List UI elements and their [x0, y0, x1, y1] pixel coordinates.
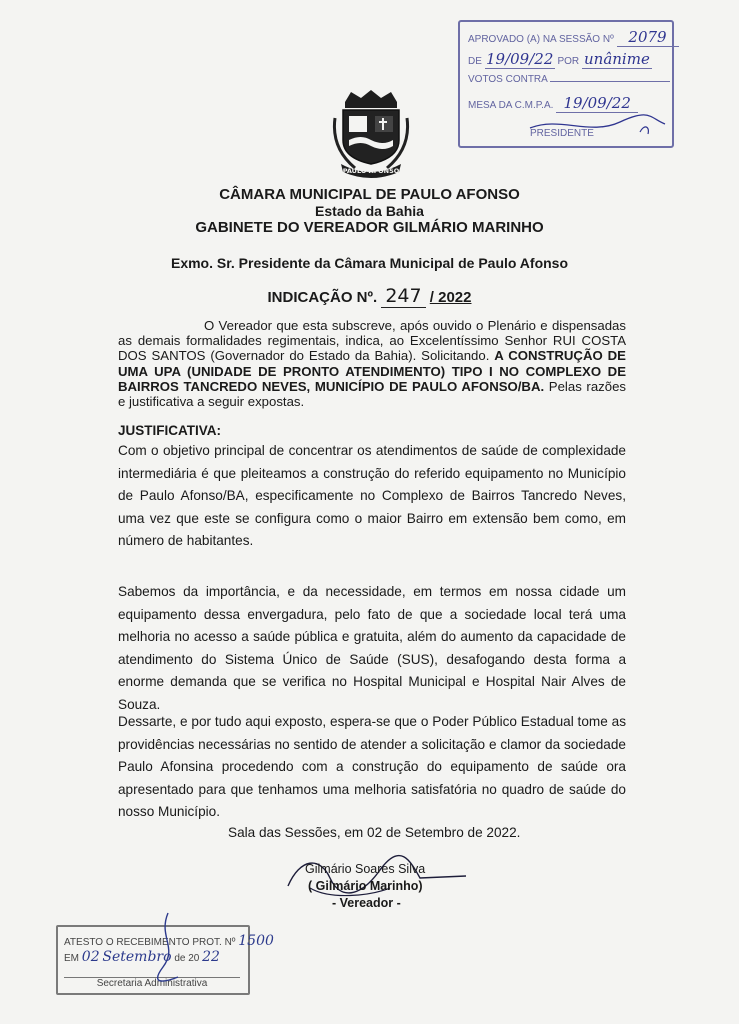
receipt-em-label: EM	[64, 953, 79, 964]
indicacao-label: INDICAÇÃO Nº.	[267, 289, 378, 306]
crest-ribbon-text: PAULO AFONSO	[342, 167, 400, 175]
receipt-protocol-number: 1500	[238, 933, 274, 949]
closing-date-line: Sala das Sessões, em 02 de Setembro de 2022.	[228, 825, 521, 840]
stamp-date: 19/09/22	[486, 50, 554, 68]
intro-text: O Vereador que esta subscreve, após ouvido o Plenário e dispensadas as demais formalidades regimentais, indica, ao Excelentíssimo Senhor RUI COSTA DOS SANTOS (Governador do Estado da Bahia). Solicitando.	[118, 318, 626, 364]
stamp-mesa-date: 19/09/22	[556, 94, 638, 113]
stamp-presidente-label: PRESIDENTE	[530, 128, 594, 139]
stamp-votes-row	[468, 74, 670, 85]
stamp-mesa-label: MESA DA C.M.P.A.	[468, 100, 554, 111]
signatory-alias: ( Gilmário Marinho)	[308, 879, 423, 893]
stamp-vote-result: unânime	[582, 50, 652, 69]
receipt-stamp	[56, 925, 274, 995]
receipt-protocol-label: ATESTO O RECEBIMENTO PROT. Nº	[64, 937, 236, 948]
stamp-por-label: POR	[557, 56, 580, 67]
intro-request: A CONSTRUÇÃO DE UMA UPA (UNIDADE DE PRONTO ATENDIMENTO) TIPO I NO COMPLEXO DE BAIRROS TANCREDO NEVES, MUNICÍPIO DE PAULO AFONSO/BA.	[118, 348, 626, 394]
receipt-secretary-row	[64, 977, 240, 989]
stamp-session-row	[468, 28, 679, 47]
stamp-mesa-row	[468, 94, 638, 113]
indicacao-year: / 2022	[429, 289, 472, 306]
receipt-month: Setembro	[102, 949, 172, 965]
receipt-year: 22	[202, 949, 220, 965]
state-subtitle: Estado da Bahia	[315, 203, 424, 219]
indicacao-number: 247	[381, 285, 425, 308]
justification-paragraph-2: Sabemos da importância, e da necessidade, em termos em nossa cidade um equipamento dessa envergadura, pelo fato de que a sociedade local terá uma melhoria no acesso a saúde pública e gratuita, além do aumento da capacidade de atendimento do Sistema Único de Saúde (SUS), desafogando desta forma a enorme demanda que se verifica no Hospital Municipal e Hospital Nair Alves de Souza.	[118, 584, 626, 712]
receipt-secretary-label: Secretaria Administrativa	[96, 978, 208, 989]
stamp-session-number: 2079	[617, 28, 679, 47]
stamp-date-row	[468, 50, 652, 69]
justification-title: JUSTIFICATIVA:	[118, 423, 221, 438]
receipt-year-prefix: de 20	[174, 953, 200, 964]
receipt-date-row	[64, 949, 220, 965]
justification-paragraph-3: Dessarte, e por tudo aqui exposto, espera-se que o Poder Público Estadual tome as providências necessárias no sentido de atender a solicitação e clamor da sociedade Paulo Afonsina procedendo com a construção do equipamento de saúde ora apresentado para que tenhamos uma melhoria satisfatória no quadro de saúde do nosso Município.	[118, 714, 626, 819]
intro-paragraph	[118, 318, 626, 409]
office-title: GABINETE DO VEREADOR GILMÁRIO MARINHO	[195, 219, 544, 236]
receipt-protocol-row	[64, 933, 274, 949]
stamp-de-label: DE	[468, 56, 482, 67]
justification-paragraph-1: Com o objetivo principal de concentrar os atendimentos de saúde de complexidade intermediária é que pleiteamos a construção do referido equipamento no Município de Paulo Afonso/BA, especificamente no Complexo de Bairros Tancredo Neves, uma vez que este se configura como o maior Bairro em extensão bem como, em número de habitantes.	[118, 443, 626, 548]
approval-stamp	[458, 20, 674, 148]
addressee: Exmo. Sr. Presidente da Câmara Municipal de Paulo Afonso	[170, 255, 569, 271]
stamp-votes-label: VOTOS CONTRA	[468, 74, 548, 85]
coat-of-arms-icon	[331, 88, 411, 178]
stamp-presidente-row	[530, 128, 594, 139]
stamp-session-label: APROVADO (A) NA SESSÃO Nº	[468, 34, 614, 45]
intro-tail: Pelas razões e justificativa a seguir expostas.	[118, 378, 627, 410]
indicacao-heading	[0, 285, 739, 308]
signatory-role: - Vereador -	[332, 896, 401, 910]
chamber-title: CÂMARA MUNICIPAL DE PAULO AFONSO	[219, 186, 520, 203]
receipt-day: 02	[81, 949, 100, 965]
signatory-name: Gilmário Soares Silva	[305, 862, 426, 876]
